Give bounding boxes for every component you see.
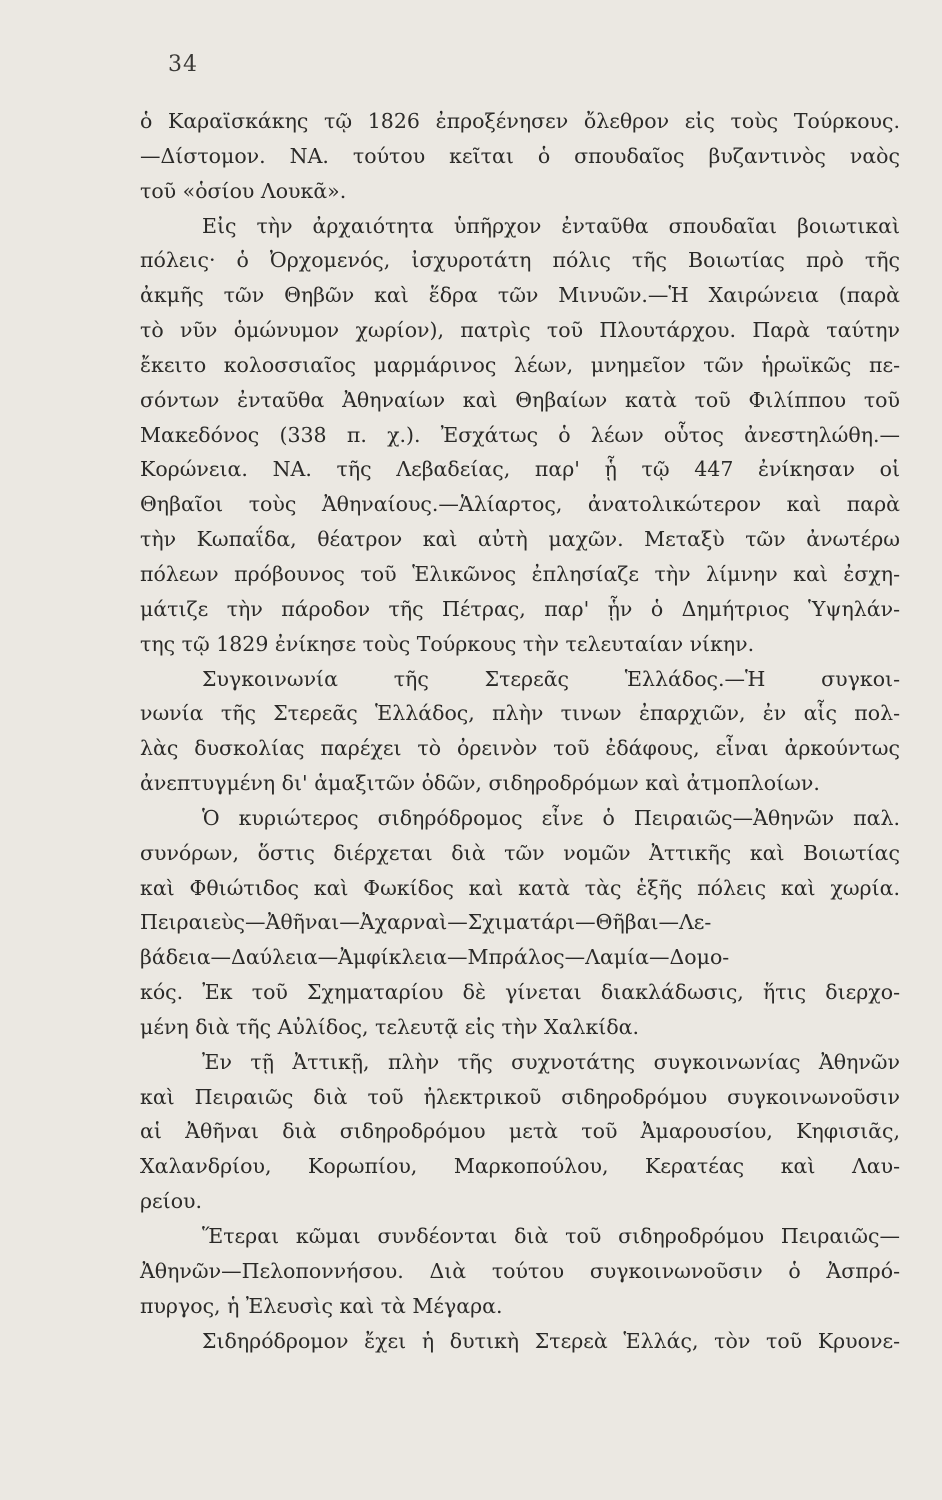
text-line: συνόρων, ὅστις διέρχεται διὰ τῶν νομῶν Ἀττικῆς καὶ Βοιωτίας xyxy=(140,840,900,865)
text-line: Ἐν τῇ Ἀττικῇ, πλὴν τῆς συχνοτάτης συγκοινωνίας Ἀθηνῶν xyxy=(202,1049,900,1074)
text-line: τοῦ «ὁσίου Λουκᾶ». xyxy=(140,178,347,203)
text-line: νωνία τῆς Στερεᾶς Ἑλλάδος, πλὴν τινων ἐπαρχιῶν, ἐν αἷς πολ- xyxy=(140,701,900,726)
text-line: πόλεων πρόβουνος τοῦ Ἑλικῶνος ἐπλησίαζε τὴν λίμνην καὶ ἐσχη- xyxy=(140,561,900,586)
text-line: Σιδηρόδρομον ἔχει ἡ δυτικὴ Στερεὰ Ἑλλάς, τὸν τοῦ Κρυονε- xyxy=(202,1328,900,1353)
text-line: Εἰς τὴν ἀρχαιότητα ὑπῆρχον ἐνταῦθα σπουδαῖαι βοιωτικαὶ xyxy=(202,213,900,238)
text-line: Ἕτεραι κῶμαι συνδέονται διὰ τοῦ σιδηροδρόμου Πειραιῶς— xyxy=(202,1224,900,1248)
text-line: της τῷ 1829 ἐνίκησε τοὺς Τούρκους τὴν τελευταίαν νίκην. xyxy=(140,631,755,656)
text-line: βάδεια—Δαύλεια—Ἀμφίκλεια—Μπράλος—Λαμία—Δομο- xyxy=(140,945,730,970)
text-line: ἀκμῆς τῶν Θηβῶν καὶ ἕδρα τῶν Μινυῶν.—Ἡ Χαιρώνεια (παρὰ xyxy=(140,283,900,308)
text-line: τὸ νῦν ὁμώνυμον χωρίον), πατρὶς τοῦ Πλουτάρχου. Παρὰ ταύτην xyxy=(140,318,900,343)
text-line: Πειραιεὺς—Ἀθῆναι—Ἀχαρναὶ—Σχιματάρι—Θῆβαι—Λε- xyxy=(140,910,712,935)
text-line: Ὁ κυριώτερος σιδηρόδρομος εἶνε ὁ Πειραιῶς—Ἀθηνῶν παλ. xyxy=(202,805,900,830)
page-number: 34 xyxy=(168,52,198,77)
text-line: ἀνεπτυγμένη δι' ἁμαξιτῶν ὁδῶν, σιδηροδρόμων καὶ ἀτμοπλοίων. xyxy=(140,771,820,796)
text-line: Μακεδόνος (338 π. χ.). Ἐσχάτως ὁ λέων οὗτος ἀνεστηλώθη.— xyxy=(140,422,900,447)
text-line: Συγκοινωνία τῆς Στερεᾶς Ἑλλάδος.—Ἡ συγκοι- xyxy=(202,666,900,691)
text-line: Θηβαῖοι τοὺς Ἀθηναίους.—Ἁλίαρτος, ἀνατολικώτερον καὶ παρὰ xyxy=(140,492,900,517)
text-line: Κορώνεια. ΝΑ. τῆς Λεβαδείας, παρ' ᾗ τῷ 447 ἐνίκησαν οἱ xyxy=(140,457,900,482)
text-line: λὰς δυσκολίας παρέχει τὸ ὀρεινὸν τοῦ ἐδάφους, εἶναι ἀρκούντως xyxy=(140,736,900,761)
text-line: πόλεις· ὁ Ὀρχομενός, ἰσχυροτάτη πόλις τῆς Βοιωτίας πρὸ τῆς xyxy=(140,248,900,273)
text-line: Ἀθηνῶν—Πελοποννήσου. Διὰ τούτου συγκοινωνοῦσιν ὁ Ἀσπρό- xyxy=(140,1258,900,1283)
text-line: τὴν Κωπαΐδα, θέατρον καὶ αὐτὴ μαχῶν. Μεταξὺ τῶν ἀνωτέρω xyxy=(140,527,900,552)
text-line: κός. Ἐκ τοῦ Σχηματαρίου δὲ γίνεται διακλάδωσις, ἥτις διερχο- xyxy=(140,980,900,1005)
text-line: ὁ Καραϊσκάκης τῷ 1826 ἐπροξένησεν ὄλεθρον εἰς τοὺς Τούρκους. xyxy=(140,109,900,133)
text-line: μένη διὰ τῆς Αὐλίδος, τελευτᾷ εἰς τὴν Χαλκίδα. xyxy=(140,1014,640,1039)
text-line: καὶ Φθιώτιδος καὶ Φωκίδος καὶ κατὰ τὰς ἑξῆς πόλεις καὶ χωρία. xyxy=(140,875,900,900)
text-line: ρείου. xyxy=(140,1189,203,1214)
text-line: Χαλανδρίου, Κορωπίου, Μαρκοπούλου, Κερατέας καὶ Λαυ- xyxy=(140,1154,900,1179)
text-line: πυργος, ἡ Ἐλευσὶς καὶ τὰ Μέγαρα. xyxy=(140,1293,503,1318)
text-line: μάτιζε τὴν πάροδον τῆς Πέτρας, παρ' ᾗν ὁ Δημήτριος Ὑψηλάν- xyxy=(140,596,900,621)
body-text xyxy=(140,104,900,1358)
text-line: αἱ Ἀθῆναι διὰ σιδηροδρόμου μετὰ τοῦ Ἀμαρουσίου, Κηφισιᾶς, xyxy=(140,1119,900,1144)
text-line: ἔκειτο κολοσσιαῖος μαρμάρινος λέων, μνημεῖον τῶν ἡρωϊκῶς πε- xyxy=(140,352,900,377)
text-line: καὶ Πειραιῶς διὰ τοῦ ἠλεκτρικοῦ σιδηροδρόμου συγκοινωνοῦσιν xyxy=(140,1084,900,1109)
text-line: —Δίστομον. ΝΑ. τούτου κεῖται ὁ σπουδαῖος βυζαντινὸς ναὸς xyxy=(140,143,900,168)
text-line: σόντων ἐνταῦθα Ἀθηναίων καὶ Θηβαίων κατὰ τοῦ Φιλίππου τοῦ xyxy=(140,387,900,412)
